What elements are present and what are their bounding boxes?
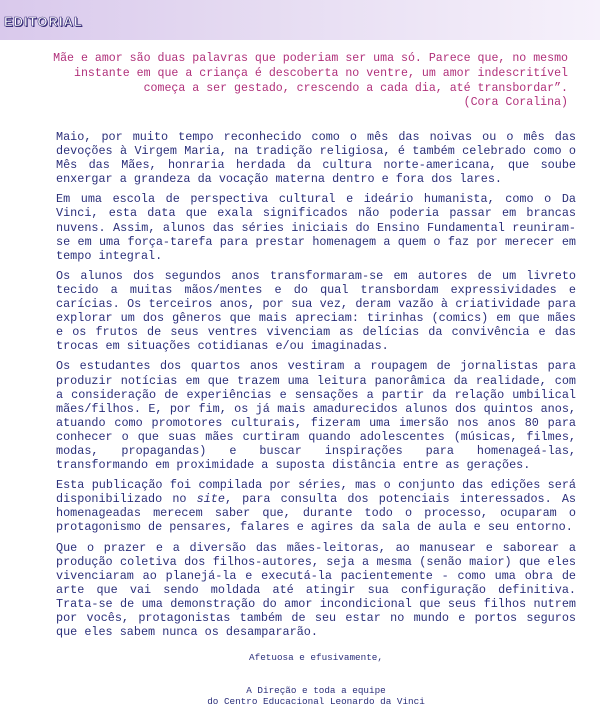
paragraph: Maio, por muito tempo reconhecido como o mês das noivas ou o mês das devoções à Virgem Maria, na tradição religiosa, é também celebrado como o Mês das Mães, honraria herdada da cultura norte-americana, que soube enxergar a grandeza da vocação materna dentro e fora dos lares.: [56, 130, 576, 187]
paragraph: [56, 478, 576, 534]
signature-line-2: do Centro Educacional Leonardo da Vinci: [207, 696, 425, 707]
site-word: site: [196, 492, 225, 507]
editorial-body: [56, 130, 576, 645]
signoff: [56, 652, 576, 707]
paragraph: Os estudantes dos quartos anos vestiram a roupagem de jornalistas para produzir notícias em que trazem uma leitura panorâmica da realidade, com a consideração de experiências e sensações a partir da relação umbilical mães/filhos. E, por fim, os já mais amadurecidos alunos dos quintos anos, atuando como promotores culturais, fizeram uma imersão nos anos 80 para conhecer o que suas mães curtiram quando adolescentes (músicas, filmes, modas, propagandas) e buscar inspirações para homenageá-las, transformando em proximidade a suposta distância entre as gerações.: [56, 359, 576, 473]
paragraph-text: Esta publicação foi compilada por séries, mas o conjunto das edições será disponibilizado no: [56, 478, 576, 507]
signature-line-1: A Direção e toda a equipe: [246, 685, 386, 696]
paragraph: Que o prazer e a diversão das mães-leitoras, ao manusear e saborear a produção coletiva dos filhos-autores, seja a mesma (senão maior) que eles vivenciaram ao planejá-la e executá-la pacientemente - como uma obra de arte que vai sendo moldada até atingir sua configuração definitiva. Trata-se de uma demonstração do amor incondicional que seus filhos nutrem por vocês, protagonistas também de seu estar no mundo e portos seguros que eles sabem nunca os desampararão.: [56, 540, 576, 640]
header-title: EDITORIAL: [4, 14, 83, 29]
paragraph: Os alunos dos segundos anos transformaram-se em autores de um livreto tecido a muitas mãos/mentes e do qual transbordam expressividades e carícias. Os terceiros anos, por sua vez, deram vazão à criatividade para explorar um dos gêneros que mais apreciam: tirinhas (comics) em que mães e os frutos de seus ventres vivenciam as delícias da convivência e das trocas em situações cotidianas e/ou imaginadas.: [56, 268, 576, 354]
editorial-header: [0, 0, 600, 40]
paragraph-text: , para consulta dos potenciais interessados. As homenageadas merecem saber que, durante todo o processo, ocuparam o protagonismo de pensares, falares e agires da sala de aula e seu entorno.: [56, 492, 576, 535]
epigraph-text: Mãe e amor são duas palavras que poderiam ser uma só. Parece que, no mesmo instante em que a criança é descoberta no ventre, um amor indescritível começa a ser gestado, crescendo a cada dia, até transbordar”.: [53, 52, 568, 95]
epigraph-quote: [40, 52, 568, 111]
epigraph-attribution: (Cora Coralina): [463, 96, 568, 110]
paragraph: Em uma escola de perspectiva cultural e ideário humanista, como o Da Vinci, esta data que exala significados não poderia passar em brancas nuvens. Assim, alunos das séries iniciais do Ensino Fundamental reuniram-se em uma força-tarefa para prestar homenagem a quem o faz por merecer em tempo integral.: [56, 192, 576, 263]
closing-line: Afetuosa e efusivamente,: [249, 652, 383, 663]
